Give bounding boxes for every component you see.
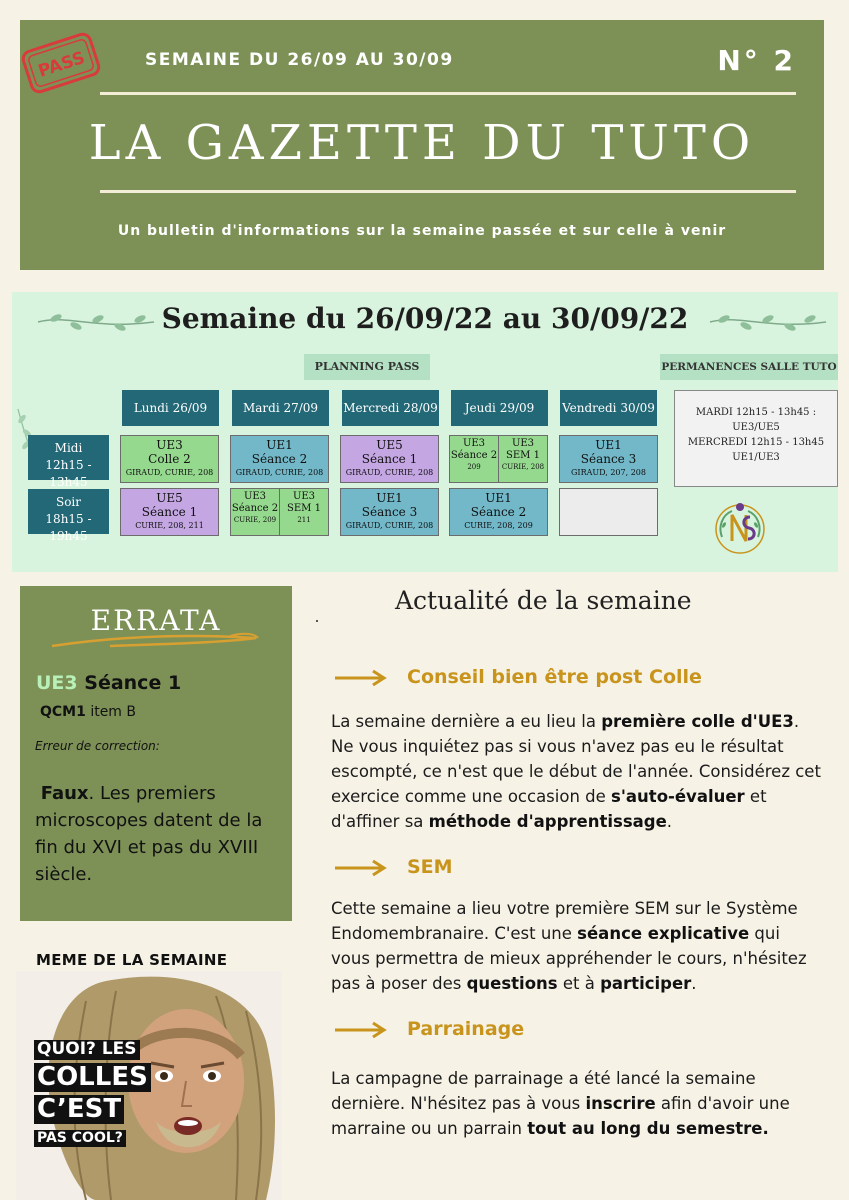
- errata-question: [40, 704, 136, 720]
- news-text: et d'affiner sa: [331, 787, 767, 831]
- day-header-vendredi: Vendredi 30/09: [560, 390, 657, 426]
- course-split-right: [280, 489, 328, 535]
- errata-panel: [20, 586, 292, 921]
- divider-bottom: [100, 190, 796, 193]
- arrow-right-icon: [333, 668, 389, 688]
- news-highlight: inscrire: [585, 1094, 656, 1113]
- perm-line: UE3/UE5: [732, 422, 780, 433]
- news-heading-bien-etre: Conseil bien être post Colle: [407, 666, 702, 688]
- news-text: et à: [557, 974, 601, 993]
- gold-swoosh-icon: [50, 630, 260, 650]
- slot-midi-time: 12h15 - 13h45: [45, 458, 92, 489]
- news-highlight: méthode d'apprentissage: [428, 812, 667, 831]
- course-split-right: [499, 436, 547, 482]
- slot-soir: [28, 489, 109, 543]
- news-highlight: première colle d'UE3: [601, 712, 794, 731]
- news-text: .: [691, 974, 697, 993]
- course-seance: Séance 2: [470, 505, 527, 519]
- perm-line: MARDI 12h15 - 13h45 :: [695, 407, 817, 418]
- permanences-tag: PERMANENCES SALLE TUTO: [660, 354, 838, 380]
- course-room: GIRAUD, CURIE, 208: [235, 468, 324, 477]
- errata-verdict: Faux: [40, 783, 89, 804]
- course-room: GIRAUD, CURIE, 208: [345, 468, 434, 477]
- course-seance: Colle 2: [148, 452, 191, 466]
- errata-title: ERRATA: [90, 604, 222, 637]
- course-room: GIRAUD, 207, 208: [571, 468, 646, 477]
- issue-number: N° 2: [717, 44, 796, 77]
- course-room: GIRAUD, CURIE, 208: [125, 468, 214, 477]
- news-text: La semaine dernière a eu lieu la: [331, 712, 602, 731]
- perm-line: UE1/UE3: [732, 452, 780, 463]
- newsletter-subtitle: Un bulletin d'informations sur la semaine passée et sur celle à venir: [117, 223, 727, 239]
- course-ue: UE3: [156, 438, 183, 452]
- news-text: Cette semaine a lieu votre première SEM sur le Système Endomembranaire. C'est une: [331, 899, 798, 943]
- meme-title: MEME DE LA SEMAINE: [36, 951, 228, 969]
- course-ue: UE1: [485, 491, 512, 505]
- week-range: SEMAINE DU 26/09 AU 30/09: [145, 50, 454, 70]
- course-cell-jeudi-soir: [449, 488, 548, 536]
- news-highlight: séance explicative: [577, 924, 750, 943]
- errata-kind: Erreur de correction:: [35, 739, 160, 753]
- course-seance: Séance 2: [231, 503, 279, 514]
- course-cell-vendredi-soir-empty: [559, 488, 658, 536]
- course-seance: Séance 3: [580, 452, 637, 466]
- news-heading-sem: SEM: [407, 856, 453, 878]
- course-room: CURIE, 208: [501, 463, 545, 471]
- news-highlight: s'auto-évaluer: [611, 787, 745, 806]
- stamp-text: PASS: [35, 48, 88, 82]
- errata-item: item B: [90, 704, 136, 720]
- meme-caption: [34, 1039, 151, 1150]
- news-highlight: questions: [466, 974, 558, 993]
- course-ue: UE3: [292, 491, 316, 502]
- permanences-box: [674, 390, 838, 487]
- course-ue: UE5: [376, 438, 403, 452]
- course-cell-mercredi-midi: [340, 435, 439, 483]
- arrow-right-icon: [333, 1020, 389, 1040]
- news-highlight: tout au long du semestre.: [527, 1119, 769, 1138]
- tutorat-logo-icon: [712, 497, 768, 559]
- planning-pass-tag: PLANNING PASS: [304, 354, 430, 380]
- newsletter-header: [20, 20, 824, 270]
- meme-line: COLLES: [34, 1063, 151, 1092]
- errata-explanation: . Les premiers microscopes datent de la fin du XVI et pas du XVIII siècle.: [35, 783, 263, 885]
- course-seance: Séance 1: [141, 505, 198, 519]
- meme-line: C’EST: [34, 1095, 124, 1124]
- slot-midi: [28, 435, 109, 489]
- course-cell-mardi-soir: [230, 488, 329, 536]
- course-seance: SEM 1: [506, 450, 540, 461]
- course-cell-lundi-soir: [120, 488, 219, 536]
- news-highlight: participer: [600, 974, 692, 993]
- course-room: 209: [467, 463, 481, 471]
- pass-stamp: [13, 18, 109, 109]
- day-header-mercredi: Mercredi 28/09: [342, 390, 439, 426]
- divider-top: [100, 92, 796, 95]
- planning-title: Semaine du 26/09/22 au 30/09/22: [161, 302, 689, 335]
- course-seance: Séance 3: [361, 505, 418, 519]
- course-cell-mercredi-soir: [340, 488, 439, 536]
- perm-line: MERCREDI 12h15 - 13h45: [687, 437, 825, 448]
- day-header-lundi: Lundi 26/09: [122, 390, 219, 426]
- course-cell-lundi-midi: [120, 435, 219, 483]
- course-seance: Séance 2: [450, 450, 498, 461]
- meme-line: QUOI? LES: [34, 1040, 140, 1060]
- course-room: CURIE, 209: [233, 516, 277, 524]
- course-cell-mardi-midi: [230, 435, 329, 483]
- arrow-right-icon: [333, 858, 389, 878]
- news-text: .: [666, 812, 673, 831]
- meme-image: [16, 971, 282, 1200]
- errata-seance: Séance 1: [84, 672, 182, 694]
- course-cell-vendredi-midi: [559, 435, 658, 483]
- news-title: Actualité de la semaine: [395, 586, 692, 615]
- errata-course: [36, 672, 181, 694]
- slot-soir-time: 18h15 - 19h45: [45, 512, 92, 543]
- news-heading-parrainage: Parrainage: [407, 1018, 525, 1040]
- course-split-left: [450, 436, 499, 482]
- planning-panel: [12, 292, 838, 572]
- news-paragraph-parrainage: [331, 1066, 821, 1141]
- course-room: CURIE, 208, 209: [464, 521, 533, 530]
- course-seance: SEM 1: [287, 503, 321, 514]
- course-seance: Séance 2: [251, 452, 308, 466]
- course-ue: UE1: [266, 438, 293, 452]
- course-ue: UE3: [243, 491, 267, 502]
- course-cell-jeudi-midi: [449, 435, 548, 483]
- course-ue: UE3: [462, 438, 486, 449]
- errata-body: [35, 780, 287, 888]
- dot-mark: [316, 620, 318, 622]
- course-room: CURIE, 208, 211: [135, 521, 204, 530]
- slot-midi-name: Midi: [54, 441, 83, 455]
- news-text: La campagne de parrainage a été lancé la semaine dernière. N'hésitez pas à vous: [331, 1069, 756, 1113]
- day-header-mardi: Mardi 27/09: [232, 390, 329, 426]
- errata-ue: UE3: [36, 672, 78, 694]
- course-seance: Séance 1: [361, 452, 418, 466]
- news-text: . Ne vous inquiétez pas si vous n'avez pas eu le résultat escompté, ce n'est que le début de l'année. Considérez cet exercice comme une occasion de: [331, 712, 821, 806]
- news-text: afin d'avoir une marraine ou un parrain: [331, 1094, 790, 1138]
- course-room: GIRAUD, CURIE, 208: [345, 521, 434, 530]
- course-ue: UE1: [376, 491, 403, 505]
- news-text: qui vous permettra de mieux appréhender le cours, n'hésitez pas à poser des: [331, 924, 807, 993]
- course-ue: UE3: [511, 438, 535, 449]
- news-paragraph-bien-etre: [331, 709, 821, 834]
- slot-soir-name: Soir: [55, 495, 82, 509]
- course-ue: UE1: [595, 438, 622, 452]
- meme-line: PAS COOL?: [34, 1130, 126, 1147]
- course-split-left: [231, 489, 280, 535]
- news-paragraph-sem: [331, 896, 821, 996]
- errata-qcm: QCM1: [40, 704, 86, 720]
- course-room: 211: [297, 516, 311, 524]
- course-ue: UE5: [156, 491, 183, 505]
- day-header-jeudi: Jeudi 29/09: [451, 390, 548, 426]
- newsletter-title: LA GAZETTE DU TUTO: [88, 115, 756, 171]
